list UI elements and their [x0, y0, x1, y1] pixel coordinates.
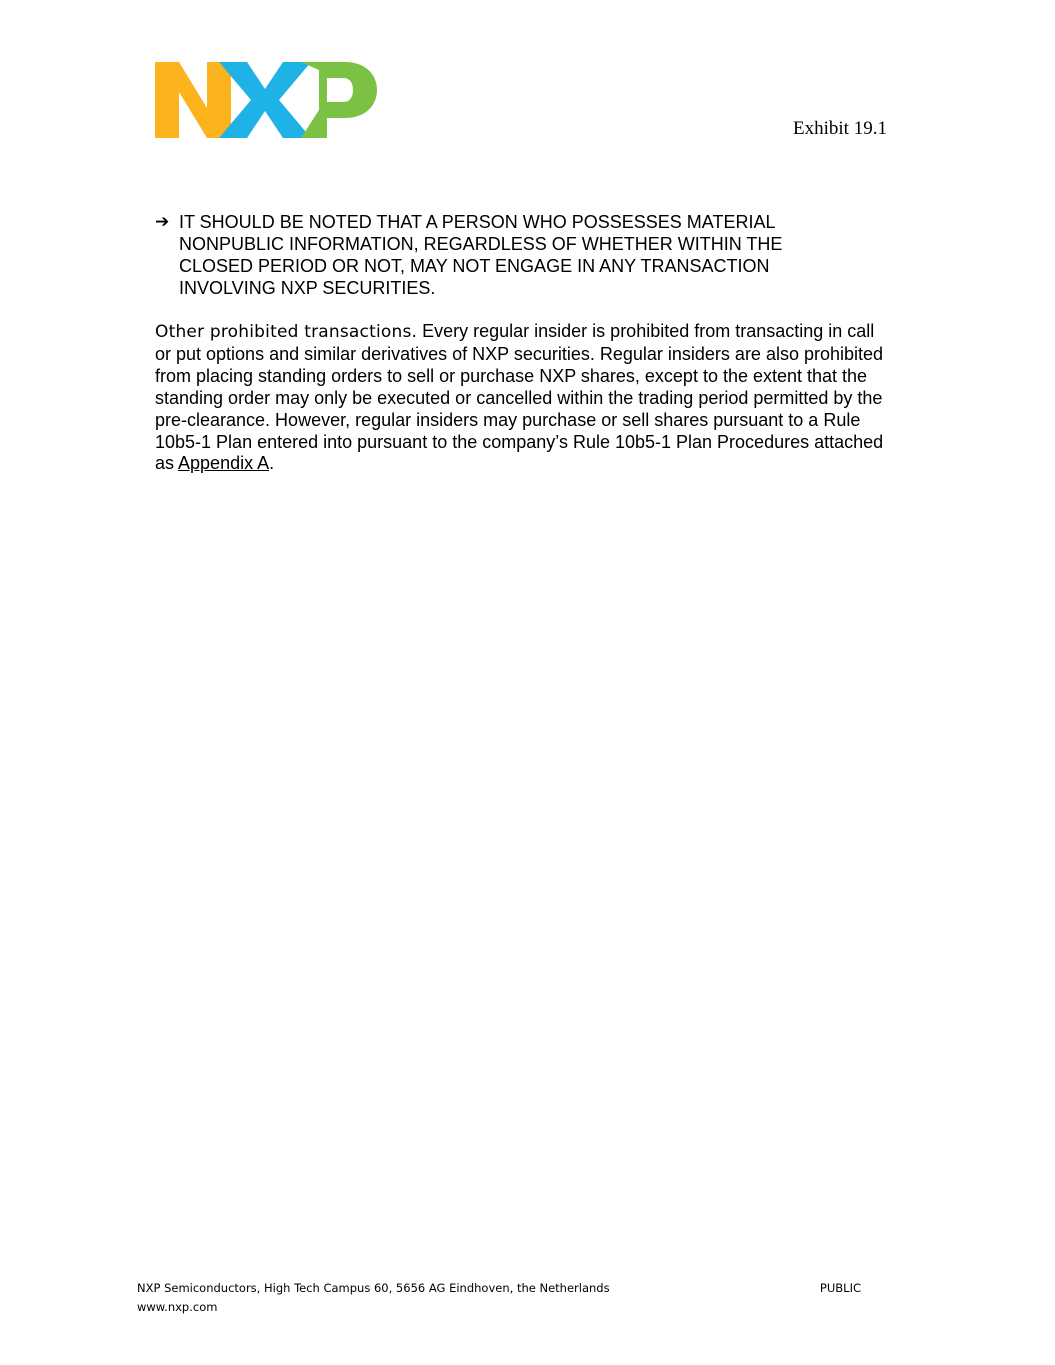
footer-classification: PUBLIC — [819, 1281, 861, 1295]
notice-block — [155, 211, 855, 299]
paragraph-end: . — [269, 453, 275, 474]
footer-website: www.nxp.com — [137, 1300, 218, 1314]
page-footer — [137, 1279, 861, 1317]
prohibited-transactions-paragraph — [155, 321, 885, 475]
notice-text: IT SHOULD BE NOTED THAT A PERSON WHO POSSESSES MATERIAL NONPUBLIC INFORMATION, REGARDLESS OF WHETHER WITHIN THE CLOSED PERIOD OR NOT, MAY NOT ENGAGE IN ANY TRANSACTION INVOLVING NXP SECURITIES. — [179, 212, 783, 298]
paragraph-body: Every regular insider is prohibited from transacting in call or put options and similar derivatives of NXP securities. Regular insiders are also prohibited from placing standing orders to sell or purchase NXP shares, except to the extent that the standing order may only be executed or cancelled within the trading period permitted by the pre-clearance. However, regular insiders may purchase or sell shares pursuant to a Rule 10b5-1 Plan entered into pursuant to the company’s Rule 10b5-1 Plan Procedures attached as — [155, 321, 884, 474]
paragraph-lead: Other prohibited transactions. — [155, 322, 418, 342]
arrow-icon: ➔ — [155, 212, 170, 232]
nxp-logo-icon — [155, 62, 377, 138]
footer-address: NXP Semiconductors, High Tech Campus 60, 5656 AG Eindhoven, the Netherlands — [137, 1281, 610, 1295]
exhibit-label: Exhibit 19.1 — [793, 118, 887, 139]
appendix-a-link[interactable]: Appendix A — [178, 453, 270, 474]
